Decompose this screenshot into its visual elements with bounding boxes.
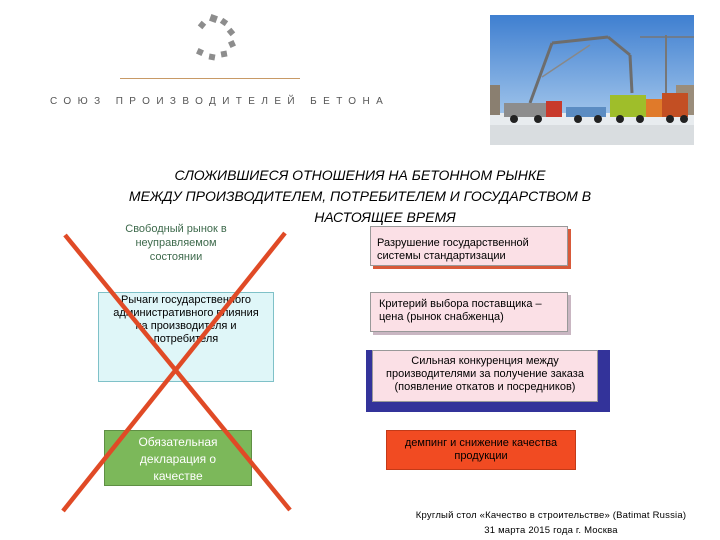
free-market-line: неуправляемом	[135, 237, 217, 249]
slide-title	[60, 165, 660, 228]
box-line: цена (рынок снабженца)	[379, 311, 504, 323]
box-line: Разрушение государственной	[377, 237, 529, 249]
box-line: Сильная конкуренция между	[411, 355, 559, 367]
box-line: производителями за получение заказа	[386, 368, 584, 380]
box-line: демпинг и снижение качества	[404, 437, 558, 449]
construction-photo	[490, 15, 694, 145]
declaration-line: качестве	[153, 469, 203, 483]
footer-line-1: Круглый стол «Качество в строительстве» (Batimat Russia)	[415, 510, 687, 521]
levers-line: потребителя	[153, 333, 219, 345]
free-market-line: состоянии	[149, 251, 203, 263]
logo-icon	[190, 14, 238, 62]
footer-line-2: 31 марта 2015 года г. Москва	[484, 525, 618, 536]
levers-line: Рычаги государственного	[120, 294, 251, 306]
levers-line: на производителя и	[135, 320, 237, 332]
logo-divider	[120, 78, 300, 79]
box-line: системы стандартизации	[377, 250, 506, 262]
declaration-line: декларация о	[139, 452, 217, 466]
title-line-3: НАСТОЯЩЕЕ ВРЕМЯ	[314, 209, 456, 225]
competition-box	[372, 350, 598, 402]
standardization-box	[370, 226, 568, 266]
free-market-line: Свободный рынок в	[125, 223, 227, 235]
declaration-line: Обязательная	[138, 435, 218, 449]
title-line-1: СЛОЖИВШИЕСЯ ОТНОШЕНИЯ НА БЕТОННОМ РЫНКЕ	[174, 167, 546, 183]
cross-out-mark	[55, 225, 295, 515]
title-line-2: МЕЖДУ ПРОИЗВОДИТЕЛЕМ, ПОТРЕБИТЕЛЕМ И ГОСУДАРСТВОМ В	[128, 188, 592, 204]
dumping-box	[386, 430, 576, 470]
footer-caption	[386, 508, 716, 538]
box-line: Критерий выбора поставщика –	[379, 298, 542, 310]
box-line: (появление откатов и посредников)	[394, 381, 576, 393]
logo-text: СОЮЗ ПРОИЗВОДИТЕЛЕЙ БЕТОНА	[50, 96, 390, 107]
box-line: продукции	[454, 450, 508, 462]
levers-line: административного влияния	[113, 307, 259, 319]
supplier-criterion-box	[370, 292, 568, 332]
